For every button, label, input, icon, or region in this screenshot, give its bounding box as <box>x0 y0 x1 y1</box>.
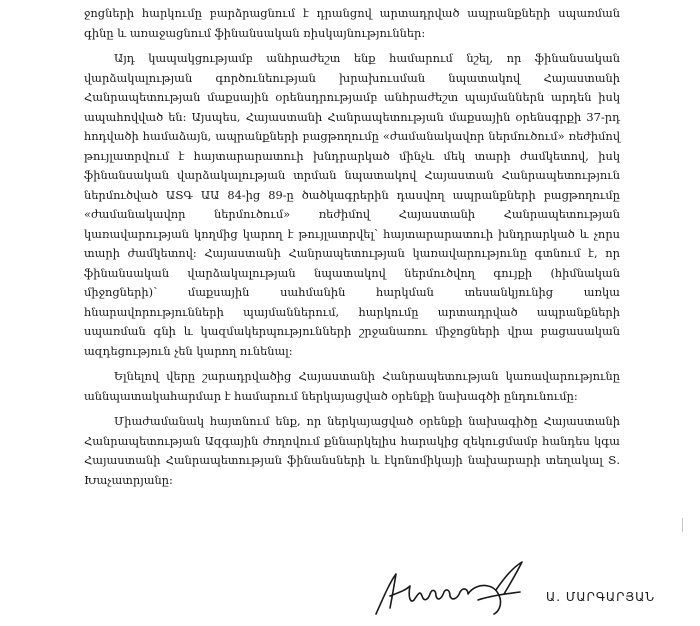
letter-body <box>84 4 620 490</box>
signatory-name: Ա. ՄԱՐԳԱՐՅԱՆ <box>546 590 656 604</box>
paragraph-leasing-conditions: Այդ կապակցությամբ անհրաժեշտ ենք համարում նշել, որ ֆինանսական վարձակալության գործունեության խրախուսման նպատակով Հայաստանի Հանրապետության մաքսային օրենսդրությամբ անհրաժեշտ պայմաններն արդեն իսկ ապահովված են: Այսպես, Հայաստանի Հանրապետության մաքսային օրենսգրքի 37-րդ հոդվածի համաձայն, ապրանքների բացթողումը «ժամանակավոր ներմուծում» ռեժիմով թույլատրվում է հայտարարատուի խնդրարկած մինչև մեկ տարի ժամկետով, իսկ ֆինանսական վարձակալության տրման նպատակով Հայաստան Հանրապետություն ներմուծված ԱՏԳ ԱԱ 84-ից 89-ը ծածկագրերին դասվող ապրանքների բացթողումը «ժամանակավոր ներմուծում» ռեժիմով Հայաստանի Հանրապետության կառավարության կողմից կարող է թույլատրվել՝ հայտարարատուի խնդրարկած և չորս տարի ժամկետով: Հայաստանի Հանրապետության կառավարությունը գտնում է, որ ֆինանսական վարձակալության նպատակով ներմուծվող գույքի (հիմնական միջոցների)՝ մաքսային սահմանին հարկման տեսանկյունից առկա հնարավորությունների պայմաններում, հարկումը արտադրված ապրանքների սպառման գնի և կազմակերպությունների շրջանառու միջոցների վրա բացասական ազդեցություն չեն կարող ունենալ: <box>84 51 620 358</box>
scan-artifact-mark <box>682 518 683 532</box>
paragraph-conclusion: Ելնելով վերը շարադրվածից Հայաստանի Հանրապետության կառավարությունը աննպատակահարմար է համարում ներկայացված օրենքի նախագծի ընդունումը: <box>84 369 620 403</box>
paragraph-continuation: ջոցների հարկումը բարձրացնում է դրանցով արտադրված ապրանքների սպառման գինը և առաջացնում ֆինանսական ռիսկայնություններ: <box>84 6 620 40</box>
paragraph-co-speaker: Միաժամանակ հայտնում ենք, որ ներկայացված օրենքի նախագիծը Հայաստանի Հանրապետության Ազգային ժողովում քննարկելիս հարակից զեկուցմամբ հանդես կգա Հայաստանի Հանրապետության ֆինանսների և էկոնոմիկայի նախարարի տեղակալ Տ. Խաչատրյանը: <box>84 414 620 487</box>
handwritten-signature <box>370 556 540 616</box>
signature-block <box>370 556 670 616</box>
